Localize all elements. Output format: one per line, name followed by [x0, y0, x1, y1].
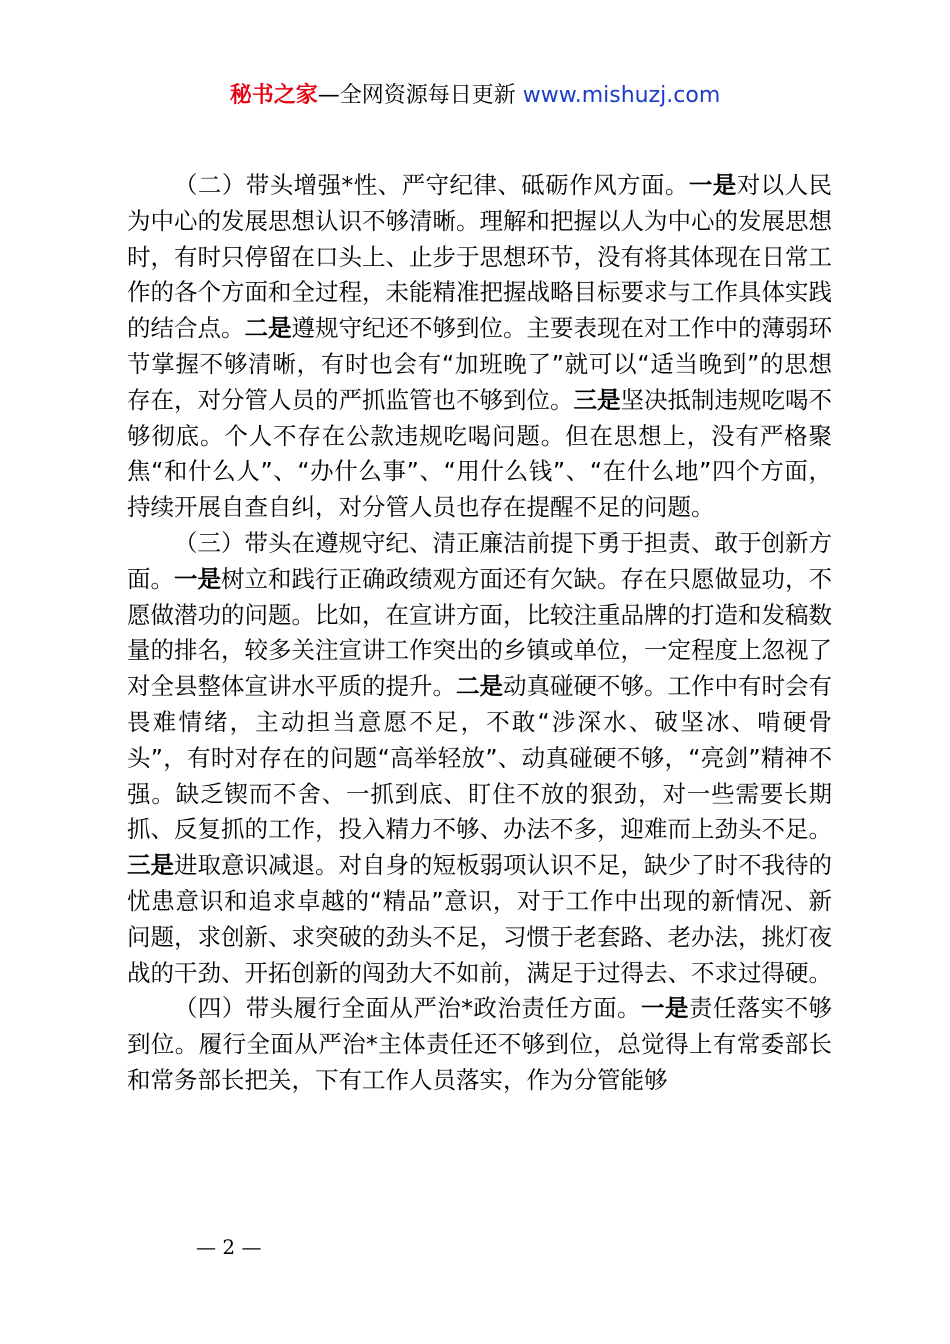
paragraph-text: 责任落实不够到位。履行全面从严治*主体责任还不够到位，总觉得上有常委部长和常务部长把关，下有工作人员落实，作为分管能够	[127, 994, 833, 1094]
section-heading: （三）带头在遵规守纪、清正廉洁前提下勇于担责、敢于创新方面。	[127, 528, 832, 593]
paragraph-text: 对以人民为中心的发展思想认识不够清晰。理解和把握以人为中心的发展思想时，有时只停留在口头上、止步于思想环节，没有将其体现在日常工作的各个方面和全过程，未能精准把握战略目标要求与工作具体实践的结合点。	[127, 171, 833, 343]
document-body	[127, 168, 832, 1099]
point-marker: 一是	[688, 171, 737, 199]
point-marker: 一是	[174, 564, 221, 593]
paragraph-text: 动真碰硬不够。工作中有时会有畏难情绪，主动担当意愿不足，不敢“涉深水、破坚冰、啃硬骨头”，有时对存在的问题“高举轻放”、动真碰硬不够，“亮剑”精神不强。缺乏锲而不舍、一抓到底、盯住不放的狠劲，对一些需要长期抓、反复抓的工作，投入精力不够、办法不多，迎难而上劲头不足。	[127, 672, 832, 844]
section-heading: （四）带头履行全面从严治*政治责任方面。	[174, 994, 641, 1023]
section-heading: （二）带头增强*性、严守纪律、砥砺作风方面。	[174, 171, 689, 199]
paragraph-text: 进取意识减退。对自身的短板弱项认识不足，缺少了时不我待的忧患意识和追求卓越的“精品”意识，对于工作中出现的新情况、新问题，求创新、求突破的劲头不足，习惯于老套路、老办法，挑灯夜战的干劲、开拓创新的闯劲大不如前，满足于过得去、不求过得硬。	[127, 851, 832, 987]
page-number: — 2 —	[196, 1235, 262, 1259]
point-marker: 三是	[127, 851, 174, 880]
site-banner	[0, 78, 950, 114]
paragraph-section-4	[127, 991, 832, 1098]
banner-slogan: —全网资源每日更新	[317, 83, 516, 108]
point-marker: 三是	[573, 385, 621, 414]
paragraph-text: 坚决抵制违规吃喝不够彻底。个人不存在公款违规吃喝问题。但在思想上，没有严格聚焦“和什么人”、“办什么事”、“用什么钱”、“在什么地”四个方面，持续开展自查自纠，对分管人员也存在提醒不足的问题。	[127, 385, 832, 522]
point-marker: 二是	[244, 314, 292, 343]
point-marker: 二是	[456, 672, 503, 701]
site-url-link[interactable]: www.mishuzj.com	[522, 83, 721, 108]
paragraph-section-3	[127, 526, 832, 991]
point-marker: 一是	[640, 994, 689, 1023]
paragraph-text: 树立和践行正确政绩观方面还有欠缺。存在只愿做显功，不愿做潜功的问题。比如，在宣讲方面，比较注重品牌的打造和发稿数量的排名，较多关注宣讲工作突出的乡镇或单位，一定程度上忽视了对全县整体宣讲水平质的提升。	[127, 564, 832, 701]
paragraph-text: 遵规守纪还不够到位。主要表现在对工作中的薄弱环节掌握不够清晰，有时也会有“加班晚了”就可以“适当晚到”的思想存在，对分管人员的严抓监管也不够到位。	[127, 314, 832, 414]
paragraph-section-2	[127, 168, 832, 526]
brand-name: 秘书之家	[229, 83, 318, 108]
